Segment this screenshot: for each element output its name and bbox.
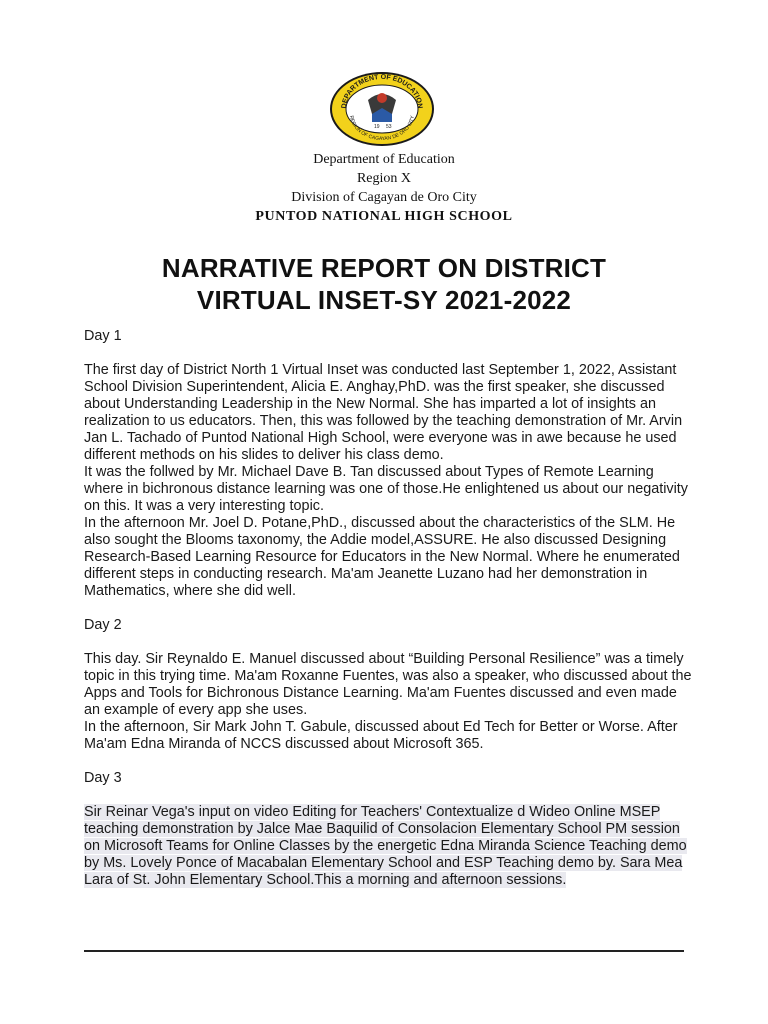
day-2-paragraph: This day. Sir Reynaldo E. Manuel discussed about “Building Personal Resilience” was a timely topic in this trying time. Ma'am Roxanne Fuentes, was also a speaker, who discussed about the Apps and Tools for Bichronous Distance Learning. Ma'am Fuentes discussed and even made an example of every app she uses. xyxy=(84,651,692,718)
title-line-2: VIRTUAL INSET-SY 2021-2022 xyxy=(196,285,572,315)
highlighted-text: Sir Reinar Vega's input on video Editing for Teachers' Contextualize d Wideo Online MSEP teaching demonstration by Jalce Mae Baquilid of Consolacion Elementary School PM session on Microsoft Teams for Online Classes by the energetic Edna Miranda Science Teaching demo by Ms. Lovely Ponce of Macabalan Elementary School and ESP Teaching demo by. Sara Mea Lara of St. John Elementary School.This a morning and afternoon sessions. xyxy=(84,804,687,888)
header-school-name: PUNTOD NATIONAL HIGH SCHOOL xyxy=(255,209,513,224)
header-department: Department of Education xyxy=(313,152,455,167)
letterhead xyxy=(0,150,768,226)
deped-seal-logo xyxy=(328,70,436,148)
svg-text:REGION OF CAGAYAN DE ORO CITY: REGION OF CAGAYAN DE ORO CITY xyxy=(348,115,416,143)
title-line-1: NARRATIVE REPORT ON DISTRICT xyxy=(161,253,607,283)
header-region: Region X xyxy=(356,171,412,186)
footer-divider xyxy=(84,950,684,952)
day-1-paragraph: It was the follwed by Mr. Michael Dave B. Tan discussed about Types of Remote Learning where in bichronous distance learning was one of those.He enlightened us about our negativity on this. It was a very interesting topic. xyxy=(84,464,688,514)
day-2-paragraph: In the afternoon, Sir Mark John T. Gabule, discussed about Ed Tech for Better or Worse. After Ma'am Edna Miranda of NCCS discussed about Microsoft 365. xyxy=(84,719,678,752)
day-3-heading: Day 3 xyxy=(84,770,122,786)
day-2-heading: Day 2 xyxy=(84,617,122,633)
report-title xyxy=(0,252,768,316)
day-1-heading: Day 1 xyxy=(84,328,122,344)
day-1-paragraph: The first day of District North 1 Virtual Inset was conducted last September 1, 2022, Assistant School Division Superintendent, Alicia E. Anghay,PhD. was the first speaker, she discussed about Understanding Leadership in the New Normal. She has imparted a lot of insights an realization to us educators. Then, this was followed by the teaching demonstration of Mr. Arvin Jan L. Tachado of Puntod National High School, were everyone was in awe because he used different methods on his slides to deliver his class demo. xyxy=(84,362,683,463)
report-body xyxy=(84,328,694,889)
header-division: Division of Cagayan de Oro City xyxy=(291,190,477,205)
svg-text:53: 53 xyxy=(386,124,392,130)
day-3-paragraph xyxy=(84,804,694,889)
svg-text:DEPARTMENT OF EDUCATION: DEPARTMENT OF EDUCATION xyxy=(340,73,424,109)
day-1-paragraph: In the afternoon Mr. Joel D. Potane,PhD., discussed about the characteristics of the SLM. He also sought the Blooms taxonomy, the Addie model,ASSURE. He also discussed Designing Research-Based Learning Resource for Educators in the New Normal. Where he enumerated different steps in conducting research. Ma'am Jeanette Luzano had her demonstration in Mathematics, where she did well. xyxy=(84,515,680,599)
svg-text:19: 19 xyxy=(374,124,380,130)
